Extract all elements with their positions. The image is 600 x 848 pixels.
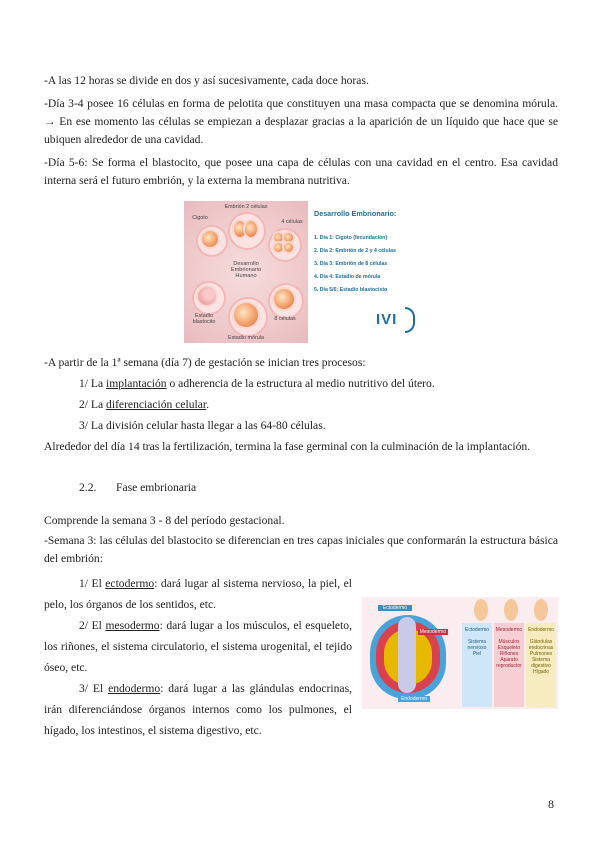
cell — [284, 243, 293, 252]
neural-tube — [398, 617, 416, 693]
process-item-1: 1/ La implantación o adherencia de la estructura al medio nutritivo del útero. — [79, 377, 435, 390]
column-ectodermo-items: Sistema nervioso Piel — [467, 639, 487, 657]
label-two-cells: Embrión 2 células — [224, 204, 268, 210]
label-four-cells: 4 células — [281, 219, 303, 225]
cell — [274, 233, 283, 242]
legend-step: 1. Día 1: Cigoto (fecundación) — [314, 235, 388, 241]
column-ectodermo-title: Ectodermo — [464, 627, 490, 633]
column-endodermo-items: Glándulas endocrinas Pulmones Sistema digestivo Hígado — [528, 639, 554, 675]
column-ectodermo — [462, 623, 492, 707]
paragraph-blastocito: -Día 5-6: Se forma el blastocito, que posee una capa de células con una cavidad en el centro. Esa cavidad interna será el futuro embrión, y la externa la membrana nutritiva. — [44, 156, 558, 187]
label-cigoto: Cigoto — [192, 215, 208, 221]
embryo-icon — [474, 599, 488, 621]
cell — [274, 243, 283, 252]
paragraph-germinal-end: Alrededor del día 14 tras la fertilización, termina la fase germinal con la culminación de la implantación. — [44, 440, 531, 453]
cell — [274, 289, 294, 309]
label-mesodermo: Mesodermo — [419, 629, 447, 635]
page-number: 8 — [548, 797, 554, 811]
layer-endodermo: 3/ El endodermo: dará lugar a las glándulas endocrinas, irán diferenciándose órganos internos como los pulmones, el hígado, los intestinos, el sistema digestivo, etc. — [44, 682, 352, 737]
label-morula: Estadio mórula — [228, 335, 264, 341]
legend-step: 4. Día 4: Estadio de mórula — [314, 274, 381, 280]
label-eight-cells: 8 células — [274, 316, 296, 322]
paragraph-morula: -Día 3-4 posee 16 células en forma de pelotita que constituyen una masa compacta que se denomina mórula. → En ese momento las células se empiezan a desplazar gracias a la aparición de un líquido que hace que se ubiquen alrededor de una cavidad. — [44, 97, 558, 146]
section-title: Fase embrionaria — [116, 481, 197, 494]
paragraph-week3: -Semana 3: las células del blastocito se diferencian en tres capas iniciales que conformarán la estructura básica del embrión: — [44, 534, 558, 565]
legend-step: 2. Día 2: Embrión de 2 y 4 células — [314, 248, 396, 254]
germ-layers-figure — [362, 597, 558, 709]
layer-mesodermo: 2/ El mesodermo: dará lugar a los músculos, el esqueleto, los riñones, el sistema circulatorio, el sistema urogenital, el tejido óseo, etc. — [44, 619, 352, 674]
ivi-logo: IVI — [376, 311, 398, 328]
label-center: Desarrollo Embrionario Humano — [230, 261, 262, 279]
cell — [202, 231, 218, 247]
column-mesodermo — [494, 623, 524, 707]
cell — [245, 221, 257, 237]
label-blastocyst: Estadio blastocito — [192, 313, 216, 325]
section-number: 2.2. — [79, 481, 97, 494]
layer-ectodermo: 1/ El ectodermo: dará lugar al sistema nervioso, la piel, el pelo, los órganos de los sentidos, etc. — [44, 577, 352, 611]
embryo-development-figure — [184, 201, 416, 343]
ivi-logo-arc — [405, 307, 415, 333]
process-item-3: 3/ La división celular hasta llegar a las 64-80 células. — [79, 419, 326, 432]
column-mesodermo-title: Mesodermo — [495, 627, 523, 633]
column-mesodermo-items: Músculos Esqueleto Riñones Aparato reproductor — [496, 639, 522, 669]
paragraph-division: -A las 12 horas se divide en dos y así sucesivamente, cada doce horas. — [44, 74, 369, 87]
embryo-steps-legend — [308, 201, 416, 343]
label-ectodermo: Ectodermo — [378, 605, 412, 611]
column-endodermo-title: Endodermo — [528, 627, 554, 633]
legend-step: 5. Día 5/6: Estadio blastocisto — [314, 287, 388, 293]
embryo-icon — [504, 599, 518, 621]
label-endodermo: Endodermo — [398, 696, 430, 702]
process-item-2: 2/ La diferenciación celular. — [79, 398, 210, 411]
column-endodermo — [526, 623, 556, 707]
cell — [234, 303, 258, 327]
legend-title: Desarrollo Embrionario: — [314, 209, 397, 218]
paragraph-processes-intro: -A partir de la 1ª semana (día 7) de gestación se inician tres procesos: — [44, 356, 366, 369]
embryo-icon — [534, 599, 548, 621]
embryo-cycle-diagram — [184, 201, 308, 343]
paragraph-weeks: Comprende la semana 3 - 8 del período gestacional. — [44, 514, 285, 527]
cell — [198, 287, 216, 305]
cell — [284, 233, 293, 242]
legend-step: 3. Día 3: Embrión de 8 células — [314, 261, 388, 267]
